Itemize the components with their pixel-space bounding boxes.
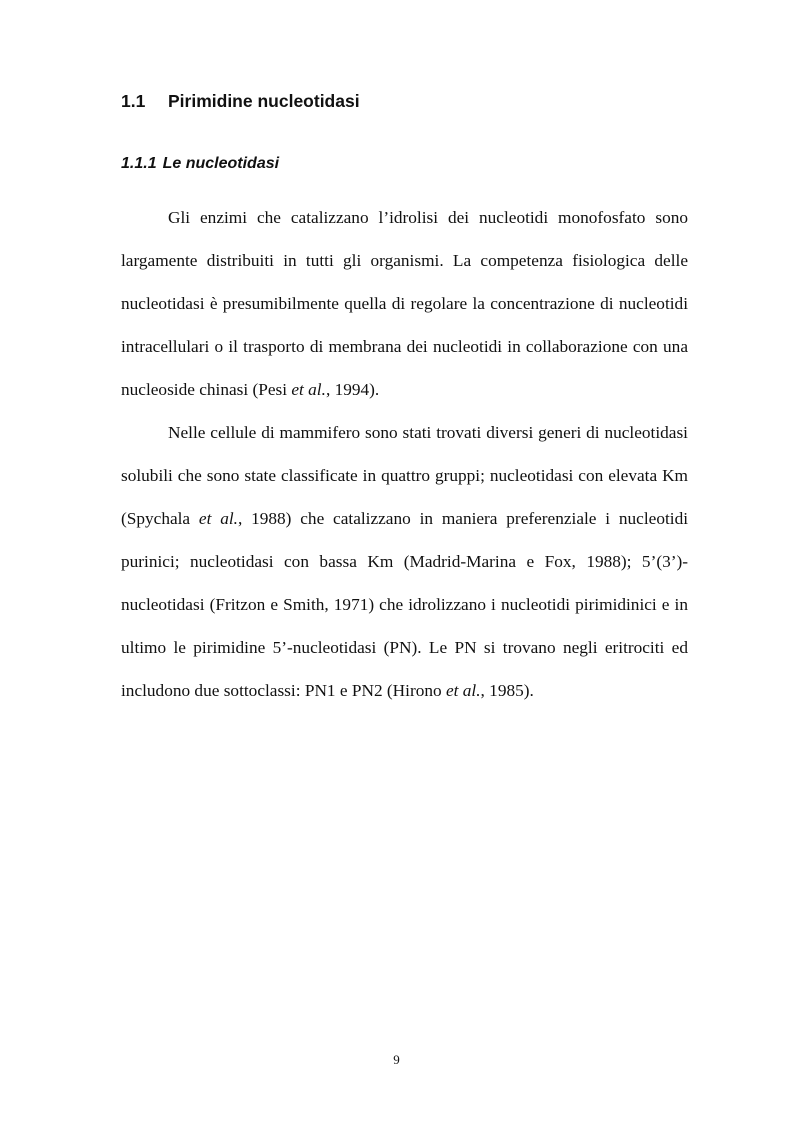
subsection-heading [121,154,279,174]
paragraph-1 [121,196,688,411]
section-number: 1.1 [121,91,146,111]
page-number: 9 [393,1052,400,1067]
paragraph-2 [121,411,688,712]
paragraph-2-text-c: , 1985). [480,681,534,700]
subsection-title: Le nucleotidasi [162,155,280,172]
paragraph-1-text-a: Gli enzimi che catalizzano l’idrolisi dei nucleotidi monofosfato sono largamente distribuiti in tutti gli organismi. La competenza fisiologica delle nucleotidasi è presumibilmente quella di regolare la concentrazione di nucleotidi intracellulari o il trasporto di membrana dei nucleotidi in collaborazione con una nucleoside chinasi (Pesi [121,208,688,399]
paragraph-1-text-b: , 1994). [325,380,380,399]
section-title: Pirimidine nucleotidasi [168,91,360,111]
body-text [121,196,688,712]
citation-et-al: et al. [291,380,326,399]
paragraph-2-text-a: Nelle cellule di mammifero sono stati trovati diversi generi di nucleotidasi solubili che sono state classificate in quattro gruppi; nucleotidasi con elevata Km (Spychala [121,423,688,528]
citation-et-al: et al. [198,509,238,528]
subsection-number: 1.1.1 [121,155,157,172]
citation-et-al: et al. [445,681,481,700]
section-heading [121,90,360,112]
paragraph-2-text-b: , 1988) che catalizzano in maniera preferenziale i nucleotidi purinici; nucleotidasi con bassa Km (Madrid-Marina e Fox, 1988); 5’(3’)- nucleotidasi (Fritzon e Smith, 1971) che idrolizzano i nucleotidi pirimidinici e in ultimo le pirimidine 5’-nucleotidasi (PN). Le PN si trovano negli eritrociti ed includono due sottoclassi: PN1 e PN2 (Hirono [121,509,689,700]
